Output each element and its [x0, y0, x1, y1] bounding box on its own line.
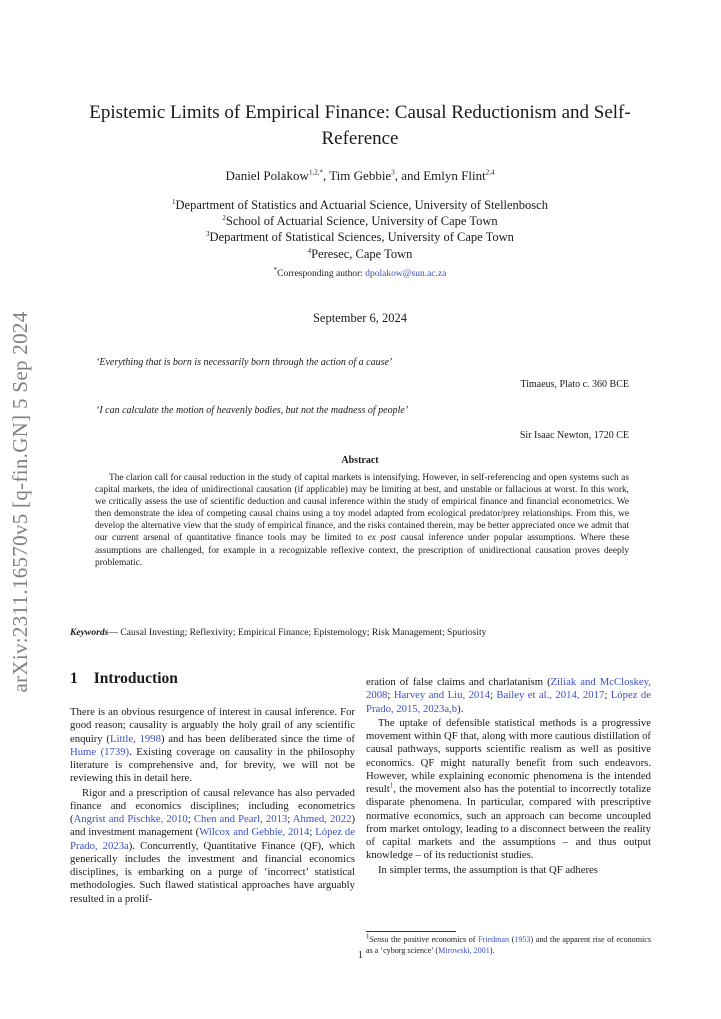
author-list: [80, 168, 640, 184]
corresponding-author: [80, 265, 640, 279]
page-number: 1: [358, 950, 363, 961]
footnote-emphasis: Sensu: [369, 935, 389, 944]
citation-link[interactable]: Wilcox and Gebbie, 2014: [199, 826, 310, 839]
citation-link[interactable]: 1953: [514, 935, 531, 944]
footnote-marker[interactable]: 1: [389, 781, 394, 790]
body-text: ;: [309, 826, 316, 839]
keywords-line: [70, 627, 650, 638]
epigraph-attribution: Sir Isaac Newton, 1720 CE: [519, 430, 629, 441]
left-column: [70, 706, 355, 906]
affiliation: [80, 229, 640, 245]
citation-link[interactable]: López de Prado, 2023a: [70, 826, 355, 852]
affiliation-mark: 2: [222, 214, 226, 223]
author-affil-mark: 1,2,*: [308, 168, 323, 177]
body-text: Rigor and a prescription of causal relevance has also pervaded finance and economics disciplines; including econometrics (: [70, 786, 355, 825]
author-name: Emlyn Flint: [423, 168, 486, 183]
abstract-body: [95, 472, 629, 569]
author-name: Tim Gebbie: [329, 168, 392, 183]
section-number: 1: [70, 670, 78, 687]
abstract-heading: Abstract: [341, 455, 379, 466]
affiliation: [80, 197, 640, 213]
paragraph: [70, 706, 355, 786]
section-heading: [70, 670, 178, 688]
author-affil-mark: 3: [391, 168, 395, 177]
citation-link[interactable]: Mirowski, 2001: [438, 946, 490, 955]
body-text: ;: [387, 689, 394, 702]
citation-link[interactable]: Ziliak and McCloskey, 2008: [366, 676, 651, 702]
paragraph: [70, 787, 355, 906]
arxiv-identifier: arXiv:2311.16570v5 [q-fin.GN] 5 Sep 2024: [8, 311, 32, 693]
body-text: . Existing coverage on causality in the philosophy literature is comprehensive and, for brevity, we will not be reviewing this in detail here.: [70, 745, 355, 785]
citation-link[interactable]: Friedman: [478, 935, 510, 944]
body-text: There is an obvious resurgence of interest in causal inference. For good reason; causality is arguably the holy grail of any scientific enquiry (: [70, 706, 355, 745]
citation-link[interactable]: Chen and Pearl, 2013: [193, 813, 288, 825]
body-text: ) and investment management (: [70, 813, 355, 839]
footnote-text: ).: [489, 946, 495, 955]
epigraph-attribution: Timaeus, Plato c. 360 BCE: [520, 379, 629, 390]
paper-title: Epistemic Limits of Empirical Finance: Causal Reductionism and Self-Reference: [89, 102, 631, 149]
affiliation-text: Department of Statistics and Actuarial Science, University of Stellenbosch: [175, 198, 548, 212]
paragraph: [366, 717, 651, 863]
body-text: ;: [489, 689, 497, 702]
body-text: In simpler terms, the assumption is that QF adheres: [378, 863, 598, 876]
body-text: ). Concurrently, Quantitative Finance (QF), which generically includes the investment and financial economics disciplines, is embarking on a purge of ‘incorrect’ statistical methodologies. Such flawed statistical approaches have arguably resulted in a prolif-: [70, 839, 355, 905]
author-affil-mark: 2,4: [485, 168, 495, 177]
citation-link[interactable]: López de Prado, 2015, 2023a,b: [366, 689, 651, 715]
paper-date: September 6, 2024: [312, 311, 408, 325]
footnote-text: ) and the apparent rise of economics as a ‘cyborg science’ (: [366, 935, 651, 955]
affiliation: [80, 213, 640, 229]
abstract-text: causal inference under popular assumptions. Where these assumptions are challenged, for example in a recognizable reflexive context, the prescription of unidirectional causation proves deeply problematic.: [95, 533, 629, 568]
epigraph-quote: ‘Everything that is born is necessarily born through the action of a cause’: [96, 357, 393, 368]
affiliation-text: Department of Statistical Sciences, University of Cape Town: [209, 230, 514, 245]
affiliation-mark: 4: [307, 246, 312, 255]
email-link[interactable]: dpolakow@sun.ac.za: [365, 269, 447, 279]
body-text: ).: [457, 702, 464, 715]
keywords-label: Keywords: [70, 627, 109, 638]
abstract-text: The clarion call for causal reduction in the study of capital markets is intensifying. However, in self-referencing and open systems such as capital markets, the idea of unidirectional causation (if applicable) may be limiting at best, and unstable or fallacious at worst. In this work, we critically assess the use of scientific deduction and causal inference within the study of empirical finance and financial econometrics. We then demonstrate the idea of competing causal chains using a toy model adapted from ecological predator/prey relationships. From this, we develop the alternative view that the study of empirical finance, and the risks contained therein, may be better appreciated once we admit that our current arsenal of quantitative finance tools may be limited to: [95, 473, 629, 544]
author-separator: ,: [322, 168, 330, 183]
citation-link[interactable]: Bailey et al., 2014, 2017: [496, 689, 605, 702]
corresponding-label: Corresponding author:: [277, 269, 366, 279]
body-text: , the movement also has the potential to incorrectly totalize disparate phenomena. In particular, compared with prescriptive normative economics, such an approach can become uncoupled from market ontology, leading to a disconnect between the reality of capital markets and the assumptions – and thus output knowledge – of its reductionist studies.: [366, 783, 651, 862]
abstract-emphasis: ex post: [367, 533, 396, 544]
keywords-text: Causal Investing; Reflexivity; Empirical Finance; Epistemology; Risk Management; Spuriosity: [120, 627, 487, 638]
body-text: ;: [287, 813, 293, 825]
citation-link[interactable]: Harvey and Liu, 2014: [393, 689, 490, 702]
affiliation-text: School of Actuarial Science, University of Cape Town: [225, 214, 498, 229]
affiliation: [80, 246, 640, 262]
paragraph: [366, 864, 651, 877]
body-text: eration of false claims and charlatanism (: [366, 676, 551, 688]
citation-link[interactable]: Hume (1739): [70, 745, 130, 758]
affiliation-mark: 1: [172, 197, 176, 206]
author-name: Daniel Polakow: [225, 168, 309, 183]
right-column: [366, 676, 651, 877]
footnote-mark: 1: [366, 932, 370, 941]
body-text: The uptake of defensible statistical methods is a progressive movement within QF that, along with more cautious distillation of causal pathways, supports scientific realism as well as positive economics. QF might naturally benefit from such endeavors. However, while explaining economic phenomena is the intended result: [366, 716, 651, 795]
body-text: ;: [187, 813, 194, 825]
affiliation-list: [80, 197, 640, 262]
paragraph: [366, 676, 651, 716]
citation-link[interactable]: Little, 1998: [109, 732, 161, 745]
corresponding-mark: *: [273, 265, 278, 274]
affiliation-mark: 3: [206, 230, 210, 239]
body-text: ) and has been deliberated since the time of: [160, 732, 355, 745]
body-text: ;: [604, 689, 611, 702]
section-title: Introduction: [93, 670, 178, 687]
citation-link[interactable]: Ahmed, 2022: [292, 813, 352, 825]
author-separator: , and: [394, 168, 424, 183]
footnote-text: the positive economics of: [388, 935, 479, 944]
epigraph-quote: ‘I can calculate the motion of heavenly bodies, but not the madness of people’: [96, 405, 409, 416]
footnote-rule: [366, 931, 456, 932]
citation-link[interactable]: Angrist and Pischke, 2010: [73, 813, 188, 825]
affiliation-text: Peresec, Cape Town: [311, 246, 413, 261]
footnote-text: (: [509, 935, 515, 944]
keywords-dash: —: [108, 627, 121, 638]
